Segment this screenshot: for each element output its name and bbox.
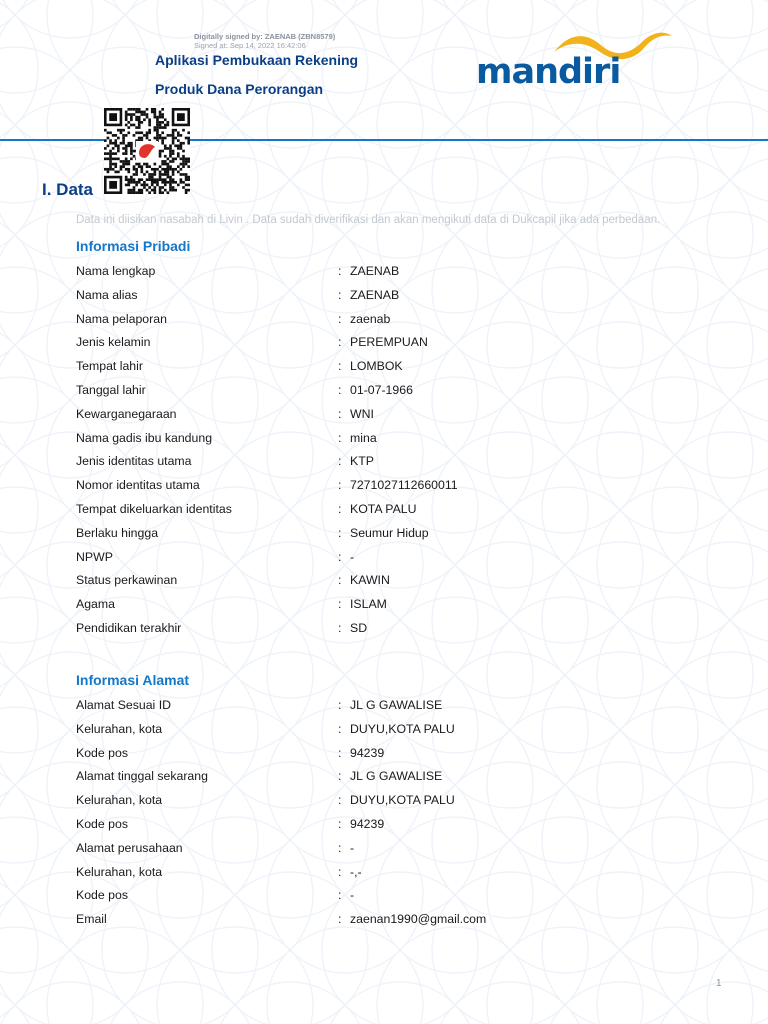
row-value: 7271027112660011 — [350, 478, 458, 493]
row-label: Nama pelaporan — [76, 311, 167, 326]
row-label: Nomor identitas utama — [76, 478, 200, 493]
row-colon: : — [338, 864, 342, 879]
logo-wordmark: mandiri — [476, 52, 621, 92]
row-label: Tempat dikeluarkan identitas — [76, 501, 232, 516]
row-value: KTP — [350, 454, 374, 469]
digital-signature — [194, 32, 335, 50]
row-colon: : — [338, 549, 342, 564]
info-row — [76, 718, 736, 742]
row-colon: : — [338, 525, 342, 540]
info-row — [76, 522, 736, 546]
row-value: JL G GAWALISE — [350, 769, 443, 784]
row-label: Nama gadis ibu kandung — [76, 430, 213, 445]
row-label: NPWP — [76, 549, 113, 564]
personal-info-title: Informasi Pribadi — [76, 238, 191, 254]
row-colon: : — [338, 382, 342, 397]
row-colon: : — [338, 454, 342, 469]
row-colon: : — [338, 888, 342, 903]
row-colon: : — [338, 406, 342, 421]
info-row — [76, 379, 736, 403]
row-colon: : — [338, 793, 342, 808]
row-colon: : — [338, 597, 342, 612]
info-row — [76, 765, 736, 789]
row-label: Alamat Sesuai ID — [76, 698, 172, 712]
info-row — [76, 474, 736, 498]
row-value: mina — [350, 430, 377, 445]
row-value: 01-07-1966 — [350, 382, 413, 397]
section-title: I. Data — [42, 180, 94, 199]
row-value: ZAENAB — [350, 264, 400, 278]
row-value: KAWIN — [350, 573, 390, 588]
row-value: - — [350, 840, 355, 855]
row-label: Nama alias — [76, 287, 138, 302]
info-row — [76, 908, 736, 932]
row-label: Tempat lahir — [76, 359, 143, 374]
document-subtitle: Produk Dana Perorangan — [155, 81, 324, 97]
row-label: Pendidikan terakhir — [76, 620, 182, 635]
row-colon: : — [338, 430, 342, 445]
row-value: LOMBOK — [350, 359, 403, 374]
info-row — [76, 742, 736, 766]
row-label: Agama — [76, 597, 115, 612]
row-value: ZAENAB — [350, 287, 400, 302]
info-row — [76, 308, 736, 332]
row-value: 94239 — [350, 745, 385, 760]
row-colon: : — [338, 478, 342, 493]
signature-signed-at: Signed at: Sep 14, 2022 16:42:06 — [194, 41, 306, 50]
row-label: Tanggal lahir — [76, 382, 146, 397]
row-label: Kode pos — [76, 745, 128, 760]
row-value: WNI — [350, 406, 374, 421]
row-colon: : — [338, 501, 342, 516]
signature-signed-by: Digitally signed by: ZAENAB (ZBN8579) — [194, 32, 336, 41]
info-row — [76, 355, 736, 379]
row-colon: : — [338, 573, 342, 588]
info-row — [76, 427, 736, 451]
row-value: JL G GAWALISE — [350, 698, 443, 712]
row-value: zaenab — [350, 311, 391, 326]
row-label: Email — [76, 912, 107, 927]
row-colon: : — [338, 287, 342, 302]
section-note: Data ini diisikan nasabah di Livin . Data sudah diverifikasi dan akan mengikuti data di Dukcapil jika ada perbedaan. — [76, 214, 661, 226]
info-row — [76, 813, 736, 837]
row-label: Kelurahan, kota — [76, 864, 163, 879]
row-colon: : — [338, 745, 342, 760]
row-colon: : — [338, 816, 342, 831]
info-row — [76, 694, 736, 718]
row-label: Nama lengkap — [76, 264, 156, 278]
row-value: zaenan1990@gmail.com — [350, 912, 487, 927]
row-colon: : — [338, 359, 342, 374]
row-colon: : — [338, 698, 342, 712]
info-row — [76, 284, 736, 308]
row-value: - — [350, 888, 355, 903]
row-colon: : — [338, 769, 342, 784]
personal-info-list — [76, 260, 736, 641]
row-label: Status perkawinan — [76, 573, 178, 588]
info-row — [76, 884, 736, 908]
row-colon: : — [338, 335, 342, 350]
row-colon: : — [338, 840, 342, 855]
info-row — [76, 498, 736, 522]
row-label: Kewarganegaraan — [76, 406, 177, 421]
row-label: Alamat tinggal sekarang — [76, 769, 208, 784]
row-label: Jenis kelamin — [76, 335, 151, 350]
info-row — [76, 331, 736, 355]
row-value: - — [350, 549, 355, 564]
qr-code — [104, 108, 190, 194]
row-colon: : — [338, 912, 342, 927]
row-value: PEREMPUAN — [350, 335, 428, 350]
row-label: Kelurahan, kota — [76, 793, 163, 808]
row-label: Kelurahan, kota — [76, 721, 163, 736]
info-row — [76, 260, 736, 284]
row-label: Alamat perusahaan — [76, 840, 183, 855]
row-label: Kode pos — [76, 888, 128, 903]
row-label: Kode pos — [76, 816, 128, 831]
row-value: 94239 — [350, 816, 385, 831]
page-number: 1 — [716, 978, 722, 989]
row-colon: : — [338, 721, 342, 736]
row-value: ISLAM — [350, 597, 387, 612]
address-info-title: Informasi Alamat — [76, 672, 190, 688]
info-row — [76, 546, 736, 570]
address-info-list — [76, 694, 736, 932]
row-value: KOTA PALU — [350, 501, 417, 516]
row-label: Berlaku hingga — [76, 525, 159, 540]
row-label: Jenis identitas utama — [76, 454, 192, 469]
info-row — [76, 403, 736, 427]
info-row — [76, 450, 736, 474]
info-row — [76, 569, 736, 593]
info-row — [76, 593, 736, 617]
info-row — [76, 617, 736, 641]
info-row — [76, 861, 736, 885]
info-row — [76, 789, 736, 813]
info-row — [76, 837, 736, 861]
row-value: Seumur Hidup — [350, 525, 429, 540]
row-colon: : — [338, 620, 342, 635]
row-value: DUYU,KOTA PALU — [350, 721, 455, 736]
row-colon: : — [338, 264, 342, 278]
row-value: DUYU,KOTA PALU — [350, 793, 455, 808]
row-value: SD — [350, 620, 368, 635]
mandiri-logo — [474, 30, 674, 96]
row-colon: : — [338, 311, 342, 326]
row-value: -,- — [350, 864, 362, 879]
document-title: Aplikasi Pembukaan Rekening — [155, 52, 359, 68]
